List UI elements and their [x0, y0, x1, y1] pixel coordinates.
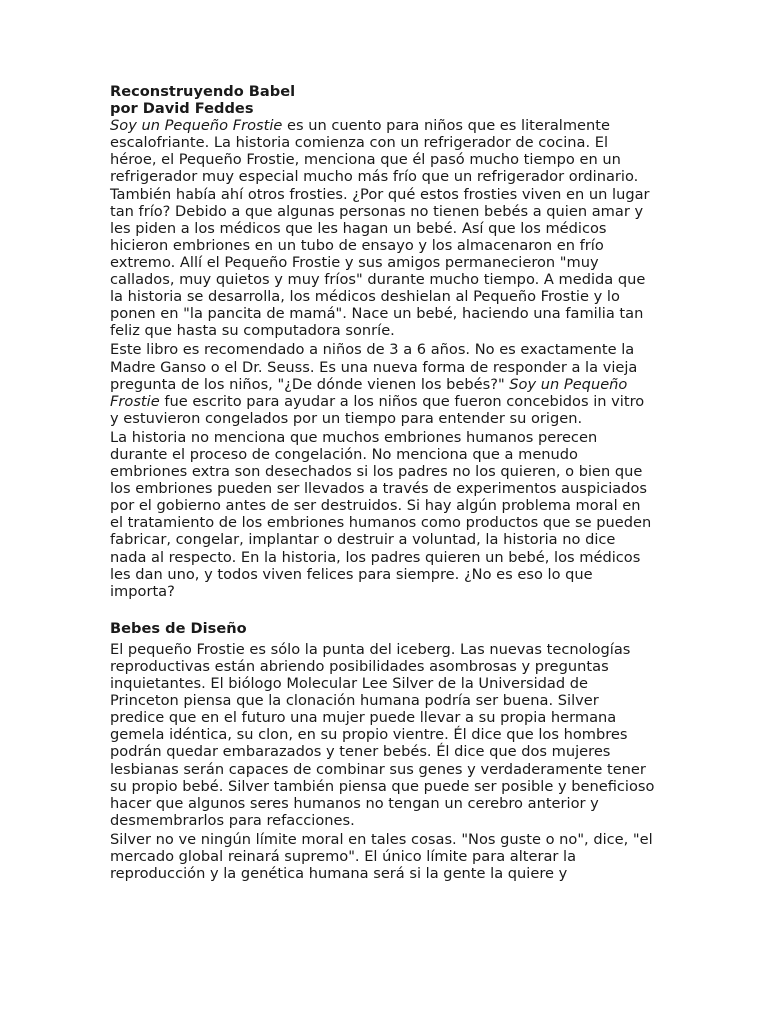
- document-author: por David Feddes: [110, 100, 254, 118]
- paragraph-5: Silver no ve ningún límite moral en tales cosas. "Nos guste o no", dice, "el mercado global reinará supremo". El único límite para alterar la reproducción y la genética humana será si la gente la quiere y: [110, 830, 653, 883]
- book-title-italic: Soy un Pequeño Frostie: [110, 117, 283, 135]
- paragraph-2-text-after: fue escrito para ayudar a los niños que fueron concebidos in vitro y estuvieron congelados por un tiempo para entender su origen.: [110, 392, 645, 427]
- paragraph-4: El pequeño Frostie es sólo la punta del iceberg. Las nuevas tecnologías reproductivas están abriendo posibilidades asombrosas y preguntas inquietantes. El biólogo Molecular Lee Silver de la Universidad de Princeton piensa que la clonación humana podría ser buena. Silver predice que en el futuro una mujer puede llevar a su propia hermana gemela idéntica, su clon, en su propio vientre. Él dice que los hombres podrán quedar embarazados y tener bebés. Él dice que dos mujeres lesbianas serán capaces de combinar sus genes y verdaderamente tener su propio bebé. Silver también piensa que puede ser posible y beneficioso hacer que algunos seres humanos no tengan un cerebro anterior y desmembrarlos para refacciones.: [110, 640, 655, 829]
- paragraph-2-text-before: Este libro es recomendado a niños de 3 a 6 años. No es exactamente la Madre Ganso o el Dr. Seuss. Es una nueva forma de responder a la vieja pregunta de los niños, "¿De dónde vienen los bebés?": [110, 341, 638, 393]
- paragraph-2: [110, 341, 655, 426]
- document-title: Reconstruyendo Babel: [110, 83, 296, 100]
- paragraph-3: La historia no menciona que muchos embriones humanos perecen durante el proceso de congelación. No menciona que a menudo embriones extra son desechados si los padres no los quieren, o bien que los embriones pueden ser llevados a través de experimentos auspiciados por el gobierno antes de ser destruidos. Si hay algún problema moral en el tratamiento de los embriones humanos como productos que se pueden fabricar, congelar, implantar o destruir a voluntad, la historia no dice nada al respecto. En la historia, los padres quieren un bebé, los médicos les dan uno, y todos viven felices para siempre. ¿No es eso lo que importa?: [110, 428, 652, 600]
- section-heading: Bebes de Diseño: [110, 619, 247, 637]
- paragraph-1-text: es un cuento para niños que es literalmente escalofriante. La historia comienza con un refrigerador de cocina. El héroe, el Pequeño Frostie, menciona que él pasó mucho tiempo en un refrigerador muy especial mucho más frío que un refrigerador ordinario. También había ahí otros frosties. ¿Por qué estos frosties viven en un lugar tan frío? Debido a que algunas personas no tienen bebés a quien amar y les piden a los médicos que les hagan un bebé. Así que los médicos hicieron embriones en un tubo de ensayo y los almacenaron en frío extremo. Allí el Pequeño Frostie y sus amigos permanecieron "muy callados, muy quietos y muy fríos" durante mucho tiempo. A medida que la historia se desarrolla, los médicos deshielan al Pequeño Frostie y lo ponen en "la pancita de mamá". Nace un bebé, haciendo una familia tan feliz que hasta su computadora sonríe.: [110, 117, 650, 340]
- document-page: [110, 83, 655, 884]
- paragraph-1: [110, 117, 655, 339]
- section-spacer: [110, 602, 655, 620]
- book-title-italic-2: Soy un Pequeño Frostie: [110, 375, 628, 410]
